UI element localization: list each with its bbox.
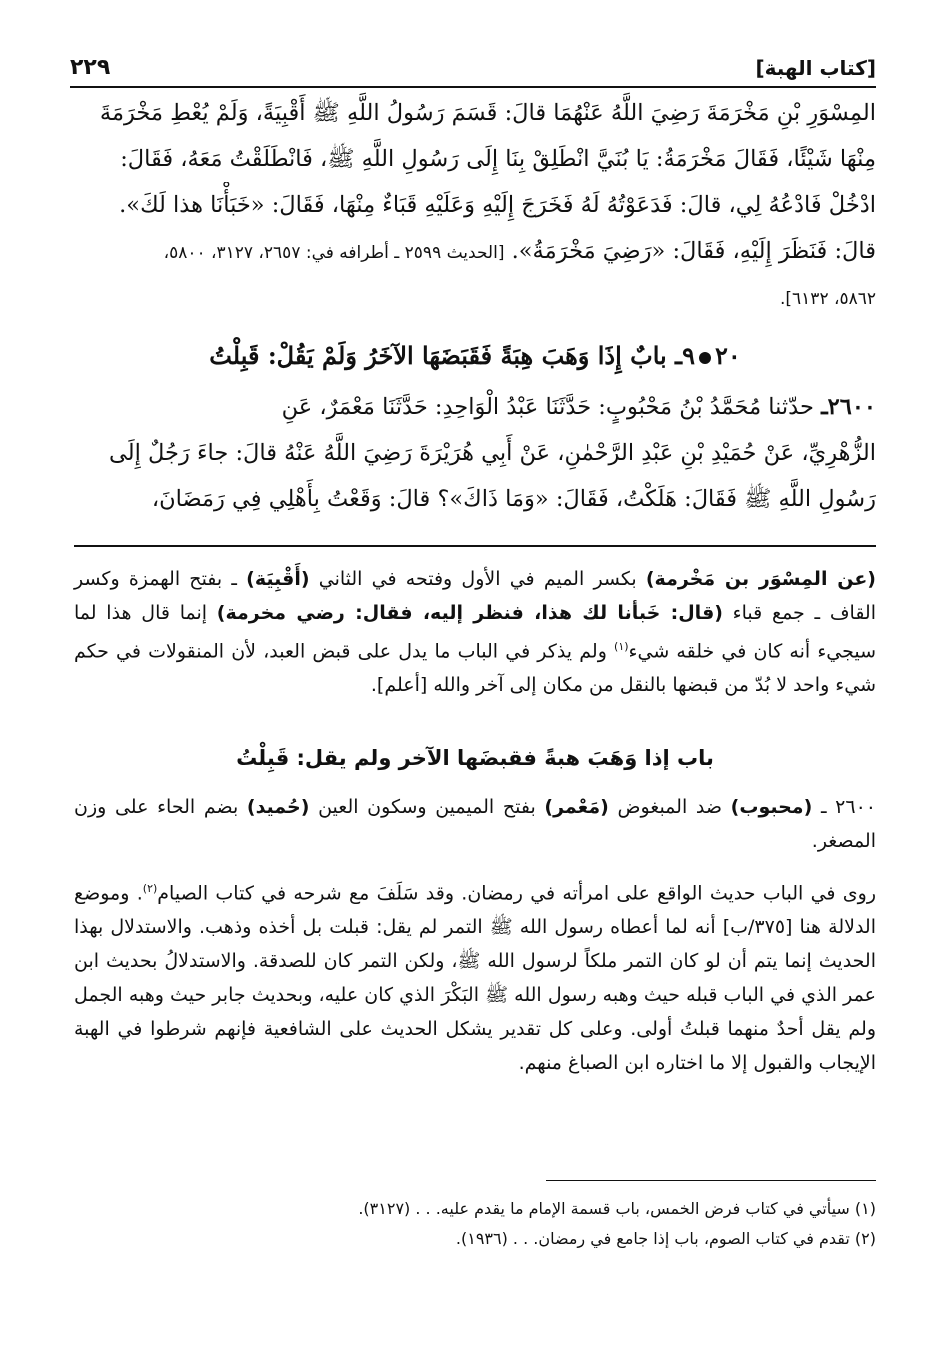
chapter-number: ٢٠	[714, 341, 741, 370]
chapter-heading	[74, 336, 876, 376]
hadith-line: المِسْوَرِ بْنِ مَخْرَمَةَ رَضِيَ اللَّهُ عَنْهُمَا قالَ: قَسَمَ رَسُولُ اللَّهِ ﷺ أَقْبِيَةً، وَلَمْ يُعْطِ مَخْرَمَةَ	[99, 100, 876, 126]
commentary-text: ولم يذكر في الباب ما يدل على قبض العبد، لأن المنقولات في حكم شيء واحد لا بُدّ من قبضها بالنقل من مكان إلى آخر والله [أعلم].	[74, 640, 876, 697]
commentary-paragraph-1	[74, 562, 876, 702]
commentary-text: بضم الحاء على وزن المصغر.	[74, 796, 876, 852]
commentary-term: (حُميد)	[246, 796, 310, 818]
hadith-line	[74, 384, 876, 430]
hadith-reference: [الحديث ٢٥٩٩ ـ أطرافه في: ٢٦٥٧، ٣١٢٧، ٥٨٠٠،	[163, 243, 505, 263]
page-number: ٢٢٩	[70, 55, 111, 80]
commentary-heading: باب إذا وَهَبَ هبةً فقبضَها الآخر ولم يقل: قَبِلْتُ	[236, 746, 714, 770]
page-header	[70, 40, 876, 88]
footnote-2: (٢) تقدم في كتاب الصوم، باب إذا جامع في رمضان. . . (١٩٣٦).	[455, 1229, 876, 1248]
commentary-text: روى في الباب حديث الواقع على امرأته في رمضان. وقد سَلَفَ مع شرحه في كتاب الصيام	[157, 882, 877, 905]
footnote-marker: (١)	[614, 640, 629, 653]
footnote-marker: (٢)	[142, 882, 158, 895]
commentary-text: بفتح الميمين وسكون العين	[309, 796, 545, 818]
hadith-line: رَسُولِ اللَّهِ ﷺ فَقَالَ: هَلَكْتُ، فَقَالَ: «وَمَا ذَاكَ»؟ قالَ: وَقَعْتُ بِأَهْلِي فِي رَمَضَانَ،	[151, 486, 876, 512]
bullet-icon	[699, 352, 711, 364]
footnotes	[74, 1194, 876, 1254]
hadith-line: الزُّهْرِيِّ، عَنْ حُمَيْدِ بْنِ عَبْدِ الرَّحْمٰنِ، عَنْ أَبِي هُرَيْرَةَ رَضِيَ اللَّهُ عَنْهُ قالَ: جاءَ رَجُلٌ إِلَى	[108, 440, 876, 466]
footnote-divider	[546, 1180, 876, 1181]
commentary-term: (عن المِسْوَر بن مَخْرمة)	[645, 568, 876, 590]
hadith-2600-text	[74, 384, 876, 522]
commentary-term: (مَعْمر)	[544, 796, 609, 818]
commentary-paragraph-2	[74, 790, 876, 858]
footnote-1: (١) سيأتي في كتاب فرض الخمس، باب قسمة الإمام ما يقدم عليه. . . (٣١٢٧).	[358, 1199, 876, 1218]
commentary-text: إنما قال هذا لما سيجيء أنه كان في خلقه شيء	[74, 602, 877, 663]
commentary-number: ٢٦٠٠ ـ	[820, 796, 876, 818]
commentary-text: ضد المبغوض	[608, 796, 731, 818]
hadith-last-line: قالَ: فَنَظَرَ إِلَيْهِ، فَقَالَ: «رَضِيَ مَخْرَمَةُ».	[511, 238, 876, 264]
hadith-line	[74, 228, 876, 276]
commentary-term: (محبوب)	[730, 796, 813, 818]
commentary-text: ـ بفتح الهمزة وكسر القاف ـ جمع قباء	[74, 568, 876, 624]
hadith-number: ٢٦٠٠ـ	[821, 394, 876, 420]
hadith-line-text: حدّثنا مُحَمَّدُ بْنُ مَحْبُوبٍ: حَدَّثَنَا عَبْدُ الْوَاحِدِ: حَدَّثَنَا مَعْمَرٌ، عَنِ	[281, 394, 814, 420]
commentary-term: (قال: خَبأنا لك هذا، فنظر إليه، فقال: رضي مخرمة)	[216, 602, 723, 624]
hadith-2599-text	[74, 90, 876, 322]
hadith-reference-cont: ٥٨٦٢، ٦١٣٢].	[780, 289, 876, 309]
commentary-text: بكسر الميم في الأول وفتحه في الثاني	[309, 568, 646, 590]
chapter-title: ٩ـ بابٌ إِذَا وَهَبَ هِبَةً فَقَبَضَهَا الآخَرُ وَلَمْ يَقُلْ: قَبِلْتُ	[209, 341, 695, 370]
hadith-line: ادْخُلْ فَادْعُهُ لِي، قالَ: فَدَعَوْتُهُ لَهُ فَخَرَجَ إِلَيْهِ وَعَلَيْهِ قَبَاءٌ مِنْهَا، فَقَالَ: «خَبَأْنَا هذا لَكَ».	[119, 192, 876, 218]
section-divider	[74, 545, 876, 547]
commentary-term: (أَقْبِيَة)	[246, 568, 310, 590]
commentary-text: . وموضع الدلالة هنا [٣٧٥/ب] أنه لما أعطاه رسول الله ﷺ التمر لم يقل: قبلت بل أخذه وذهب. والاستدلال بهذا الحديث إنما يتم أن لو كان التمر ملكاً لرسول الله ﷺ، ولكن التمر كان للصدقة. والاستدلالُ بحديث ابن عمر الذي في الباب قبله حيث وهبه رسول الله ﷺ البَكْرَ الذي كان عليه، وبحديث جابر حيث وهبه الجمل ولم يقل أحدٌ منهما قبلتُ أولى. وعلى كل تقدير يشكل الحديث على الشافعية فإنهم شرطوا في الهبة الإيجاب والقبول إلا ما اختاره ابن الصباغ منهم.	[74, 882, 877, 1075]
commentary-paragraph-3	[74, 872, 876, 1080]
book-title: [كتاب الهبة]	[755, 56, 876, 80]
hadith-line: مِنْهَا شَيْئًا، فَقَالَ مَخْرَمَةُ: يَا بُنَيَّ انْطَلِقْ بِنَا إِلَى رَسُولِ اللَّهِ ﷺ، فَانْطَلَقْتُ مَعَهُ، فَقَالَ:	[120, 146, 876, 172]
